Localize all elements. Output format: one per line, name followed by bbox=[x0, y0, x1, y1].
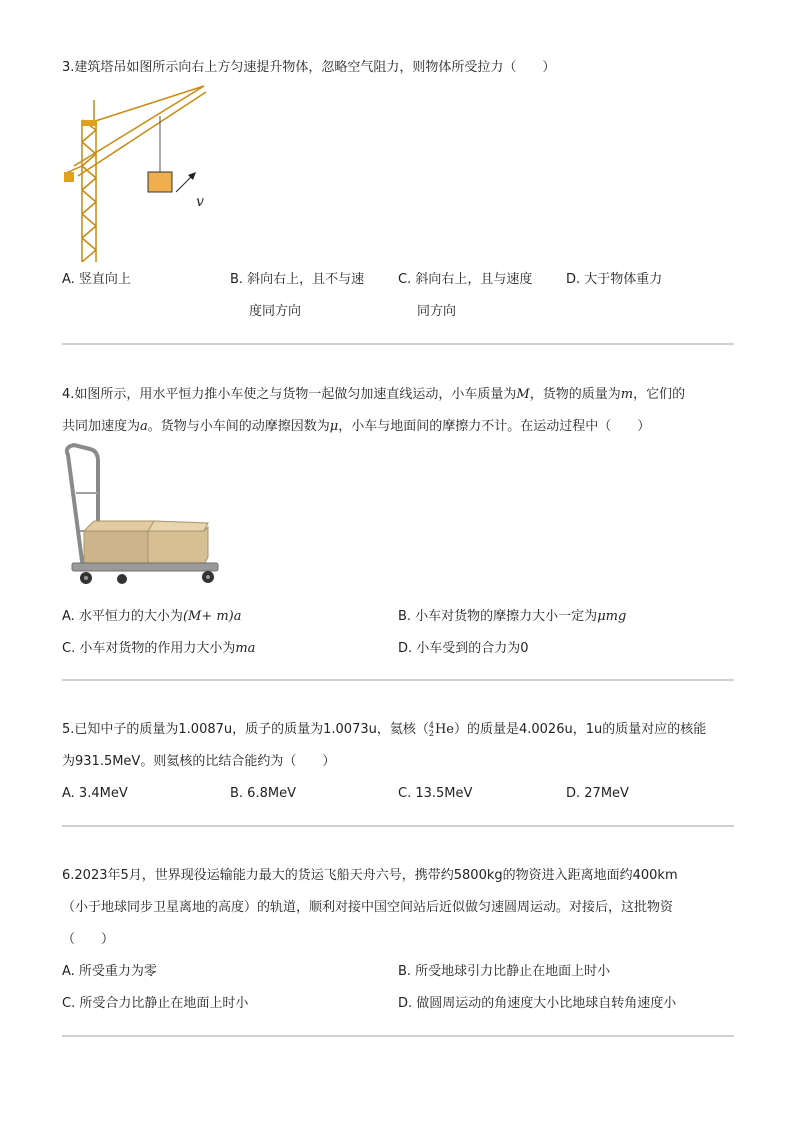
q5-stem-line2: 为931.5MeV。则氦核的比结合能约为（ ） bbox=[62, 754, 336, 769]
q3-option-b-line2[interactable]: 度同方向 bbox=[249, 304, 302, 319]
separator bbox=[62, 1035, 734, 1037]
q6-stem-line2: （小于地球同步卫星离地的高度）的轨道，顺利对接中国空间站后近似做匀速圆周运动。对接后，这批物资 bbox=[62, 900, 674, 915]
q3-option-c-line2[interactable]: 同方向 bbox=[417, 304, 457, 319]
cart-with-cargo-figure bbox=[62, 443, 222, 589]
q5-option-c[interactable]: C. 13.5MeV bbox=[398, 786, 473, 801]
question-6 bbox=[62, 866, 734, 1026]
q6-option-a[interactable]: A. 所受重力为零 bbox=[62, 964, 157, 979]
q6-option-c[interactable]: C. 所受合力比静止在地面上时小 bbox=[62, 996, 249, 1011]
tower-crane-figure bbox=[64, 80, 214, 262]
q3-option-c-line1[interactable]: C. 斜向右上，且与速度 bbox=[398, 272, 533, 287]
question-5 bbox=[62, 720, 734, 820]
q5-stem-line1: 5.已知中子的质量为1.0087u，质子的质量为1.0073u，氦核（ 4 2 He）的质量是4.0026u，1u的质量对应的核能 bbox=[62, 720, 707, 738]
q4-option-c[interactable]: C. 小车对货物的作用力大小为ma bbox=[62, 641, 256, 656]
q3-option-a[interactable]: A. 竖直向上 bbox=[62, 272, 131, 287]
velocity-label: v bbox=[196, 194, 204, 210]
separator bbox=[62, 825, 734, 827]
q5-option-b[interactable]: B. 6.8MeV bbox=[230, 786, 296, 801]
q4-stem-line2: 共同加速度为a。货物与小车间的动摩擦因数为μ，小车与地面间的摩擦力不计。在运动过程中（ ） bbox=[62, 419, 651, 434]
q4-stem-line1: 4.如图所示，用水平恒力推小车使之与货物一起做匀加速直线运动，小车质量为M，货物的质量为m，它们的 bbox=[62, 387, 686, 402]
helium-nuclide: 4 2 He bbox=[428, 720, 454, 738]
q6-option-d[interactable]: D. 做圆周运动的角速度大小比地球自转角速度小 bbox=[398, 996, 677, 1011]
q3-option-d[interactable]: D. 大于物体重力 bbox=[566, 272, 663, 287]
question-4 bbox=[62, 385, 734, 665]
q4-option-b[interactable]: B. 小车对货物的摩擦力大小一定为μmg bbox=[398, 609, 627, 624]
q6-option-b[interactable]: B. 所受地球引力比静止在地面上时小 bbox=[398, 964, 611, 979]
q6-stem-line1: 6.2023年5月，世界现役运输能力最大的货运飞船天舟六号，携带约5800kg的物资进入距离地面约400km bbox=[62, 868, 678, 883]
q5-option-d[interactable]: D. 27MeV bbox=[566, 786, 629, 801]
q4-option-a[interactable]: A. 水平恒力的大小为(M+ m)a bbox=[62, 609, 242, 624]
q3-stem: 3.建筑塔吊如图所示向右上方匀速提升物体，忽略空气阻力，则物体所受拉力（ ） bbox=[62, 60, 556, 75]
question-3 bbox=[62, 58, 734, 328]
separator bbox=[62, 343, 734, 345]
q4-option-d[interactable]: D. 小车受到的合力为0 bbox=[398, 641, 529, 656]
separator bbox=[62, 679, 734, 681]
q3-option-b-line1[interactable]: B. 斜向右上，且不与速 bbox=[230, 272, 365, 287]
q5-option-a[interactable]: A. 3.4MeV bbox=[62, 786, 128, 801]
load-box bbox=[148, 172, 172, 192]
q6-stem-line3: （ ） bbox=[62, 932, 115, 947]
